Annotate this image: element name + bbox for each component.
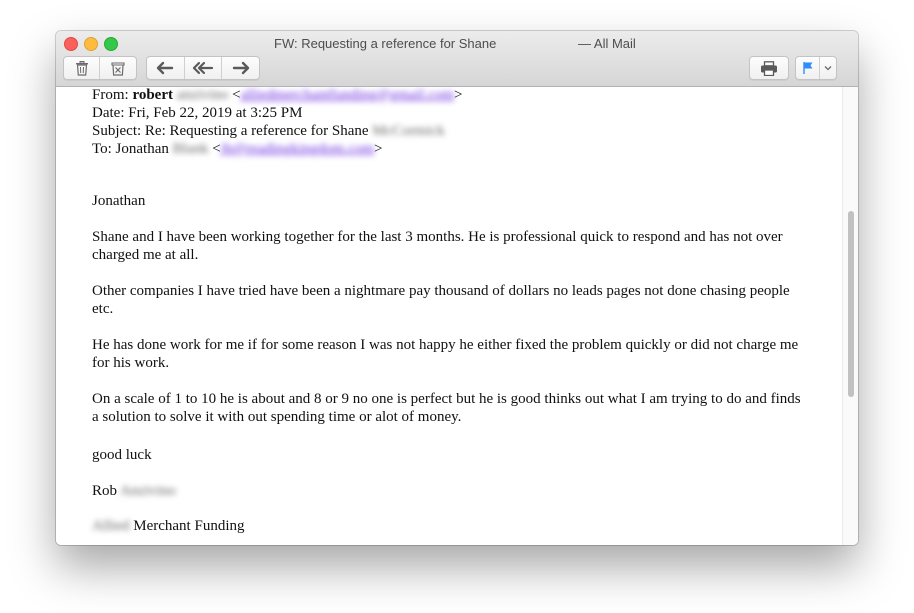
closing: good luck xyxy=(92,447,152,463)
signature-name: Rob xyxy=(92,483,118,499)
paragraph: On a scale of 1 to 10 he is about and 8 or 9 no one is perfect but he is good thinks out what I am trying to do and finds a solution to solve it with out spending time or alot of money. xyxy=(92,391,801,425)
sender-email-link[interactable]: alliedmerchantfunding@gmail.com xyxy=(240,87,454,103)
print-button[interactable] xyxy=(750,57,788,79)
signature-line xyxy=(92,482,807,500)
company-name-redacted: Allied xyxy=(92,518,130,534)
mail-window xyxy=(56,31,858,545)
window-title: FW: Requesting a reference for Shane xyxy=(274,36,497,51)
greeting: Jonathan xyxy=(92,193,146,209)
forward-icon xyxy=(232,61,250,75)
reply-all-button[interactable] xyxy=(185,57,223,79)
sender-name: robert xyxy=(132,87,173,103)
recipient-name: To: Jonathan xyxy=(92,141,169,157)
paragraph: He has done work for me if for some reason I was not happy he either fixed the problem quickly or did not charge me for his work. xyxy=(92,337,799,371)
forward-button[interactable] xyxy=(222,57,259,79)
delete-junk-group xyxy=(63,56,137,80)
print-group xyxy=(749,56,789,80)
reply-button[interactable] xyxy=(147,57,185,79)
flag-icon xyxy=(802,61,814,75)
subject-line xyxy=(92,122,807,140)
email-bracket-open: < xyxy=(232,87,241,103)
title-bar xyxy=(56,31,858,87)
email-bracket-close: > xyxy=(374,141,383,157)
minimize-window-button[interactable] xyxy=(84,37,98,51)
reply-icon xyxy=(156,61,174,75)
vertical-scrollbar[interactable] xyxy=(842,87,858,545)
to-line xyxy=(92,140,807,158)
company-name: Merchant Funding xyxy=(133,518,245,534)
delete-button[interactable] xyxy=(64,57,100,79)
scrollbar-thumb[interactable] xyxy=(848,211,854,397)
paragraph: Shane and I have been working together for the last 3 months. He is professional quick to respond and has not over charged me at all. xyxy=(92,229,783,263)
print-icon xyxy=(760,61,778,76)
trash-icon xyxy=(75,61,89,76)
flag-group xyxy=(795,56,837,80)
recipient-last-name-redacted: Blank xyxy=(172,141,209,157)
flag-menu-button[interactable] xyxy=(820,57,836,79)
email-bracket-open: < xyxy=(212,141,221,157)
message-body xyxy=(92,87,807,535)
sender-last-name-redacted: anzivino xyxy=(176,87,229,103)
chevron-down-icon xyxy=(824,65,832,71)
signature-last-name-redacted: Anzivino xyxy=(119,483,176,499)
paragraph: Other companies I have tried have been a nightmare pay thousand of dollars no leads pages not done chasing people etc. xyxy=(92,283,790,317)
date-line: Date: Fri, Feb 22, 2019 at 3:25 PM xyxy=(92,105,303,121)
message-viewer[interactable] xyxy=(56,87,858,545)
zoom-window-button[interactable] xyxy=(104,37,118,51)
junk-icon xyxy=(110,61,126,76)
reply-forward-group xyxy=(146,56,260,80)
reply-all-icon xyxy=(192,61,214,75)
subject-redacted: McCormick xyxy=(372,123,445,139)
from-label: From: xyxy=(92,87,129,103)
close-window-button[interactable] xyxy=(64,37,78,51)
subject-text: Subject: Re: Requesting a reference for Shane xyxy=(92,123,369,139)
company-line xyxy=(92,517,807,535)
recipient-email-link[interactable]: jb@readingkingdom.com xyxy=(220,141,375,157)
flag-button[interactable] xyxy=(796,57,820,79)
mailbox-title: — All Mail xyxy=(578,36,636,51)
email-bracket-close: > xyxy=(453,87,463,103)
junk-button[interactable] xyxy=(100,57,136,79)
from-line xyxy=(92,87,807,104)
